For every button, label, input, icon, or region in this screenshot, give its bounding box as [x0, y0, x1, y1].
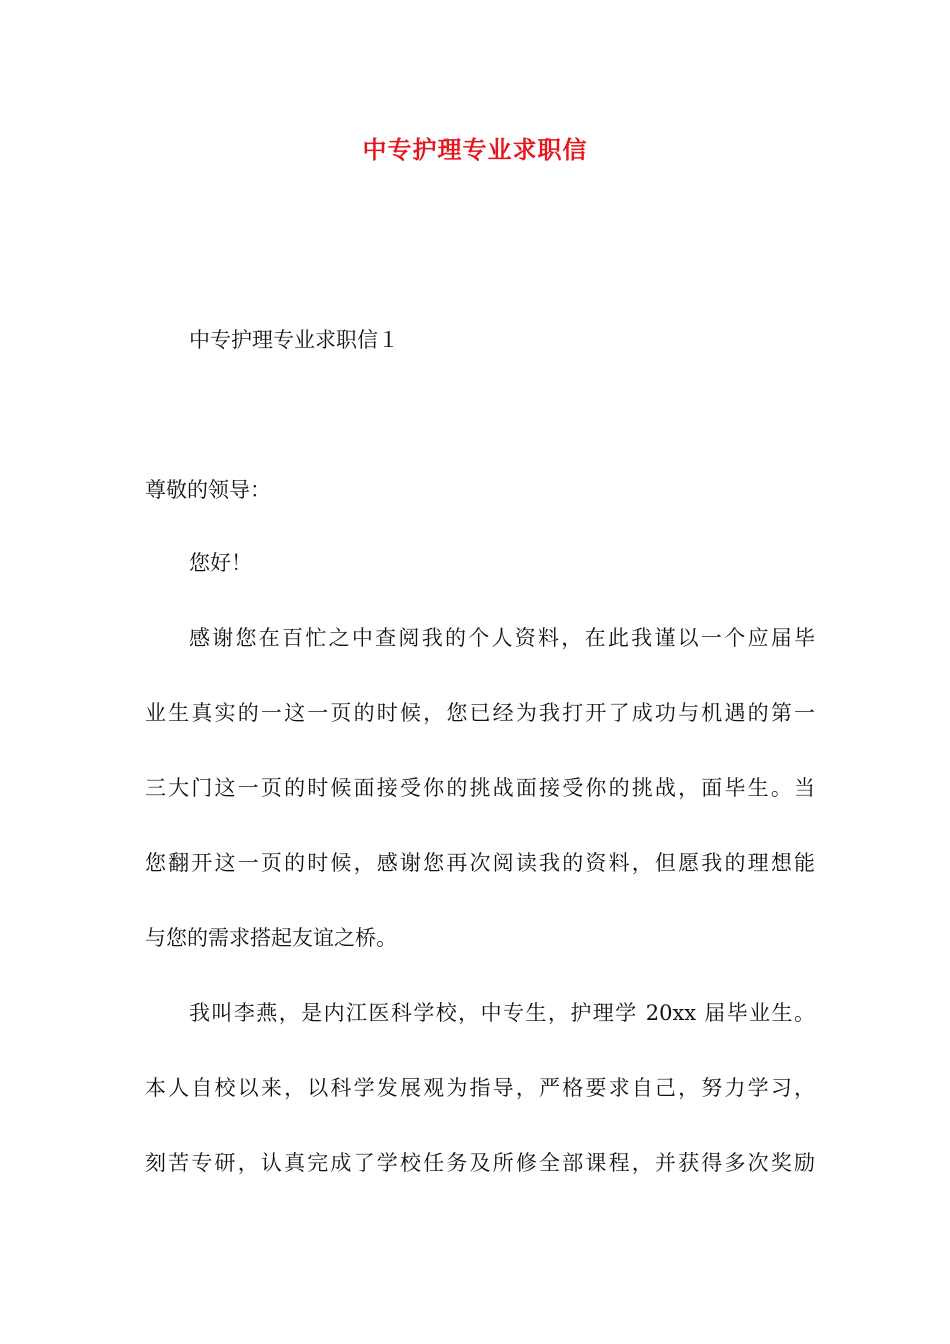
paragraph-line: 业生真实的一这一页的时候，您已经为我打开了成功与机遇的第一 [145, 701, 815, 725]
salutation: 尊敬的领导： [145, 478, 271, 502]
section-heading: 中专护理专业求职信１ [189, 328, 399, 352]
paragraph-line: 三大门这一页的时候面接受你的挑战面接受你的挑战，面毕生。当 [145, 776, 815, 800]
document-title: 中专护理专业求职信 [362, 135, 588, 164]
paragraph-line: 您翻开这一页的时候，感谢您再次阅读我的资料，但愿我的理想能 [145, 851, 815, 875]
greeting: 您好！ [189, 551, 252, 575]
paragraph-line: 刻苦专研，认真完成了学校任务及所修全部课程，并获得多次奖励 [145, 1151, 815, 1175]
paragraph-line: 与您的需求搭起友谊之桥。 [145, 926, 397, 950]
paragraph-line: 本人自校以来，以科学发展观为指导，严格要求自己，努力学习， [145, 1076, 815, 1100]
paragraph-line: 感谢您在百忙之中查阅我的个人资料，在此我谨以一个应届毕 [189, 626, 815, 650]
paragraph-line: 我叫李燕，是内江医科学校，中专生，护理学 20xx 届毕业生。 [189, 1001, 815, 1025]
